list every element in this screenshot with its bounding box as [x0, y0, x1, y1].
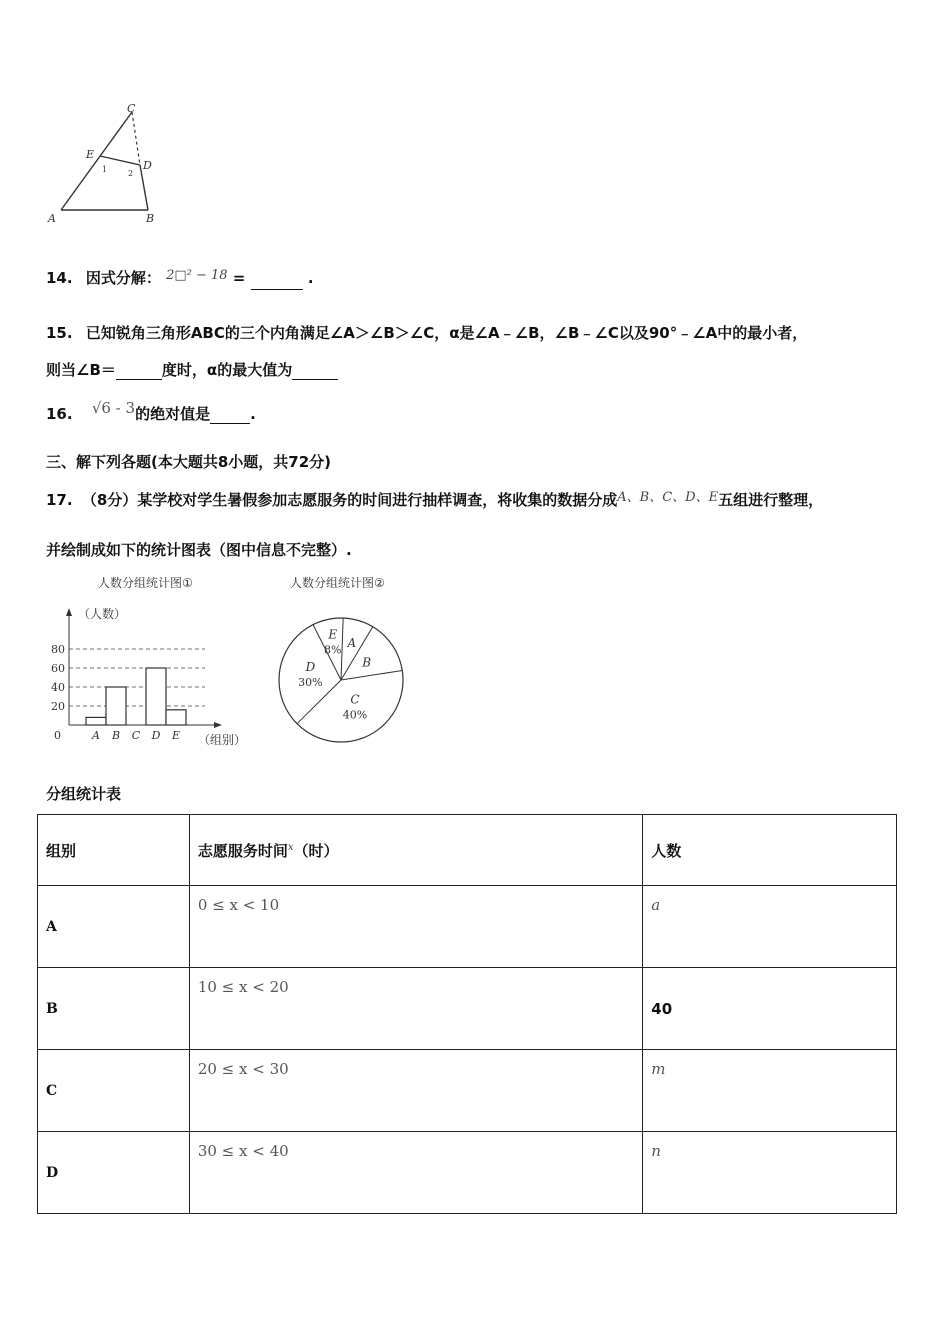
- y-axis-arrow: [66, 608, 72, 616]
- header-time: 志愿服务时间$^x$（时）: [189, 815, 642, 886]
- table-row: [38, 968, 897, 1050]
- question-16: [46, 399, 256, 424]
- section-title: 三、解下列各题(本大题共8小题，共72分): [46, 453, 332, 471]
- question-number: 16.: [46, 405, 73, 423]
- question-text: 五组进行整理，: [718, 491, 824, 509]
- question-prompt: 因式分解：: [85, 269, 161, 287]
- question-17: [46, 490, 823, 512]
- cell-count: a: [643, 886, 897, 968]
- question-text: 已知锐角三角形ABC的三个内角满足∠A＞∠B＞∠C，α是∠A﹣∠B，∠B﹣∠C以及90°﹣∠A中的最小者，: [85, 324, 808, 342]
- group-statistics-table: [37, 814, 897, 1214]
- question-text: 度时，α的最大值为: [161, 361, 293, 379]
- table-row: [38, 1050, 897, 1132]
- pie-label-e: E: [328, 627, 338, 642]
- label-a: A: [48, 212, 56, 225]
- pie-percent-e: 8%: [324, 643, 342, 657]
- cell-count: n: [643, 1132, 897, 1214]
- math-expression: 2□² − 18: [166, 268, 228, 283]
- pie-chart: [270, 572, 420, 752]
- y-tick-label: 80: [51, 643, 65, 656]
- y-axis-label: （人数）: [78, 607, 127, 621]
- question-text: 则当∠B＝: [46, 361, 116, 379]
- bar-chart-title: 人数分组统计图①: [98, 576, 193, 590]
- cell-count: m: [643, 1050, 897, 1132]
- y-tick-label: 20: [51, 700, 65, 713]
- answer-blank: [251, 289, 303, 290]
- pie-label-a: A: [347, 636, 357, 651]
- label-c: C: [127, 102, 136, 115]
- cell-count: 40: [643, 968, 897, 1050]
- cell-group: C: [38, 1050, 190, 1132]
- segment-ed: [100, 156, 140, 165]
- x-axis-arrow: [214, 722, 222, 728]
- table-row: [38, 1132, 897, 1214]
- x-tick-label: D: [151, 729, 161, 742]
- cell-group: A: [38, 886, 190, 968]
- question-number: 14.: [46, 269, 73, 287]
- cell-range: 20 ≤ x < 30: [189, 1050, 642, 1132]
- table-header-row: [38, 815, 897, 886]
- angle-2-label: 2: [128, 169, 134, 178]
- cell-range: 10 ≤ x < 20: [189, 968, 642, 1050]
- label-b: B: [146, 212, 155, 225]
- pie-percent-c: 40%: [342, 708, 368, 722]
- pie-label-c: C: [350, 692, 360, 707]
- header-count: 人数: [643, 815, 897, 886]
- question-text: （8分）某学校对学生暑假参加志愿服务的时间进行抽样调查，将收集的数据分成: [81, 491, 618, 509]
- period: .: [307, 269, 314, 287]
- bar-d: [146, 668, 166, 725]
- cell-range: 30 ≤ x < 40: [189, 1132, 642, 1214]
- question-14: [46, 268, 314, 290]
- cell-range: 0 ≤ x < 10: [189, 886, 642, 968]
- bar-chart: [40, 572, 250, 752]
- triangle-figure: [40, 100, 170, 225]
- label-d: D: [143, 159, 152, 172]
- question-number: 15.: [46, 324, 73, 342]
- question-text: 的绝对值是: [135, 405, 211, 423]
- pie-label-d: D: [305, 660, 316, 675]
- math-expression: √6 - 3: [91, 399, 136, 417]
- origin-label: 0: [54, 729, 61, 742]
- table-caption: 分组统计表: [46, 785, 122, 803]
- question-17-line2: 并绘制成如下的统计图表（图中信息不完整）.: [46, 541, 352, 559]
- answer-blank: [210, 423, 250, 424]
- x-axis-label: （组别）: [198, 733, 247, 747]
- x-tick-label: E: [171, 729, 181, 742]
- header-variable: x: [287, 841, 294, 853]
- segment-cd: [132, 112, 140, 165]
- bar-b: [106, 687, 126, 725]
- pie-percent-d: 30%: [298, 676, 323, 690]
- x-tick-label: A: [92, 729, 100, 742]
- angle-1-label: 1: [102, 165, 108, 174]
- cell-group: D: [38, 1132, 190, 1214]
- question-15: [46, 323, 807, 343]
- label-e: E: [86, 148, 95, 161]
- groups-inline: A、B、C、D、E: [617, 490, 719, 505]
- x-tick-label: C: [131, 729, 141, 742]
- header-group: 组别: [38, 815, 190, 886]
- pie-label-b: B: [362, 655, 372, 670]
- x-tick-label: B: [111, 729, 121, 742]
- bar-e: [166, 710, 186, 725]
- pie-chart-title: 人数分组统计图②: [290, 576, 385, 590]
- bar-a: [86, 717, 106, 725]
- question-15-line2: [46, 360, 338, 380]
- cell-group: B: [38, 968, 190, 1050]
- answer-blank-angle: [116, 379, 162, 380]
- answer-blank-alpha: [292, 379, 338, 380]
- period: .: [250, 405, 256, 423]
- equals-sign: =: [232, 269, 246, 287]
- y-tick-label: 40: [51, 681, 65, 694]
- table-row: [38, 886, 897, 968]
- question-number: 17.: [46, 491, 73, 509]
- y-tick-label: 60: [51, 662, 65, 675]
